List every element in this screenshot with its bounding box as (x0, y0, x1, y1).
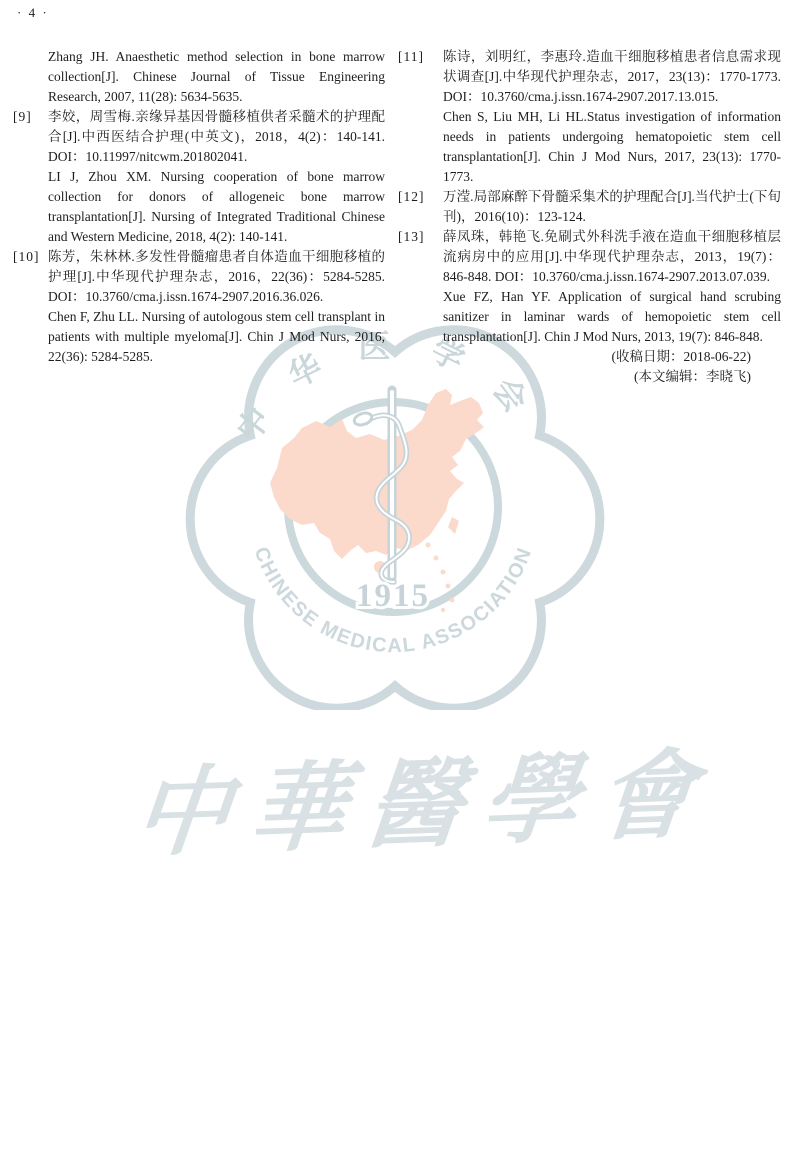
reference-number: [13] (398, 229, 425, 244)
reference-body (48, 247, 385, 367)
reference-text-en: Xue FZ, Han YF. Application of surgical hand scrubing sanitizer in laminar wards of hemopoietic stem cell transplantation[J]. Chin J Mod Nurs, 2013, 19(7): 846-848. (443, 289, 781, 344)
reference-text-zh: 薛凤珠，韩艳飞.免刷式外科洗手液在造血干细胞移植层流病房中的应用[J].中华现代护理杂志，2013，19(7)：846-848. DOI：10.3760/cma.j.issn.1674-2907.2013.07.039. (443, 229, 781, 284)
reference-text-en: LI J, Zhou XM. Nursing cooperation of bone marrow collection for donors of allogeneic bone marrow transplantation[J]. Nursing of Integrated Traditional Chinese and Western Medicine, 2018, 4(2): 140-141. (48, 169, 385, 244)
page-number: · 4 · (17, 5, 49, 20)
reference-text-en: Chen S, Liu MH, Li HL.Status investigation of information needs in patients undergoing hematopoietic stem cell transplantation[J]. Chin J Mod Nurs, 2017, 23(13): 1770-1773. (443, 109, 781, 184)
reference-body (48, 107, 385, 247)
emblem-english-title: CHINESE MEDICAL ASSOCIATION (249, 544, 537, 658)
reference-body (443, 187, 781, 227)
reference-item (398, 47, 781, 187)
reference-item (13, 107, 385, 247)
reference-number: [12] (398, 189, 425, 204)
reference-body (443, 47, 781, 187)
taiwan-island (448, 517, 459, 534)
snake-head (353, 411, 374, 427)
reference-text-en: Zhang JH. Anaesthetic method selection in bone marrow collection[J]. Chinese Journal of Tissue Engineering Research, 2007, 11(28): 5634-5635. (48, 49, 385, 104)
reference-number: [10] (13, 249, 40, 264)
reference-number: [11] (398, 49, 424, 64)
reference-body (443, 227, 781, 347)
received-date: (收稿日期：2018-06-22) (611, 349, 751, 364)
reference-text-zh: 李姣，周雪梅.亲缘异基因骨髓移植供者采髓术的护理配合[J].中西医结合护理(中英文)，2018，4(2)：140-141. DOI：10.11997/nitcwm.201802041. (48, 109, 385, 164)
reference-item (398, 227, 781, 347)
cma-calligraphy-watermark: 中華醫學會 (128, 736, 721, 871)
reference-item (13, 247, 385, 367)
references-column-right (398, 47, 781, 387)
reference-text-zh: 陈诗，刘明红，李惠玲.造血干细胞移植患者信息需求现状调查[J].中华现代护理杂志，2017，23(13)：1770-1773. DOI：10.3760/cma.j.issn.1674-2907.2017.13.015. (443, 49, 781, 104)
reference-body (48, 47, 385, 107)
reference-text-en: Chen F, Zhu LL. Nursing of autologous stem cell transplant in patients with multiple myeloma[J]. Chin J Mod Nurs, 2016, 22(36): 5284-5285. (48, 309, 385, 364)
reference-item (398, 187, 781, 227)
reference-text-zh: 万滢.局部麻醉下骨髓采集术的护理配合[J].当代护士(下旬刊)，2016(10)：123-124. (443, 189, 781, 224)
reference-number: [9] (13, 109, 32, 124)
emblem-year: 1915 (356, 578, 430, 614)
references-section (13, 47, 781, 387)
reference-item (13, 47, 385, 107)
editor-note: (本文编辑：李晓飞) (634, 369, 751, 384)
emblem-chinese-title: 中华医学会 (229, 327, 557, 448)
references-column-left (13, 47, 385, 387)
reference-number (13, 47, 48, 107)
reference-text-zh: 陈芳，朱林林.多发性骨髓瘤患者自体造血干细胞移植的护理[J].中华现代护理杂志，2016，22(36)：5284-5285. DOI：10.3760/cma.j.issn.1674-2907.2016.36.026. (48, 249, 385, 304)
